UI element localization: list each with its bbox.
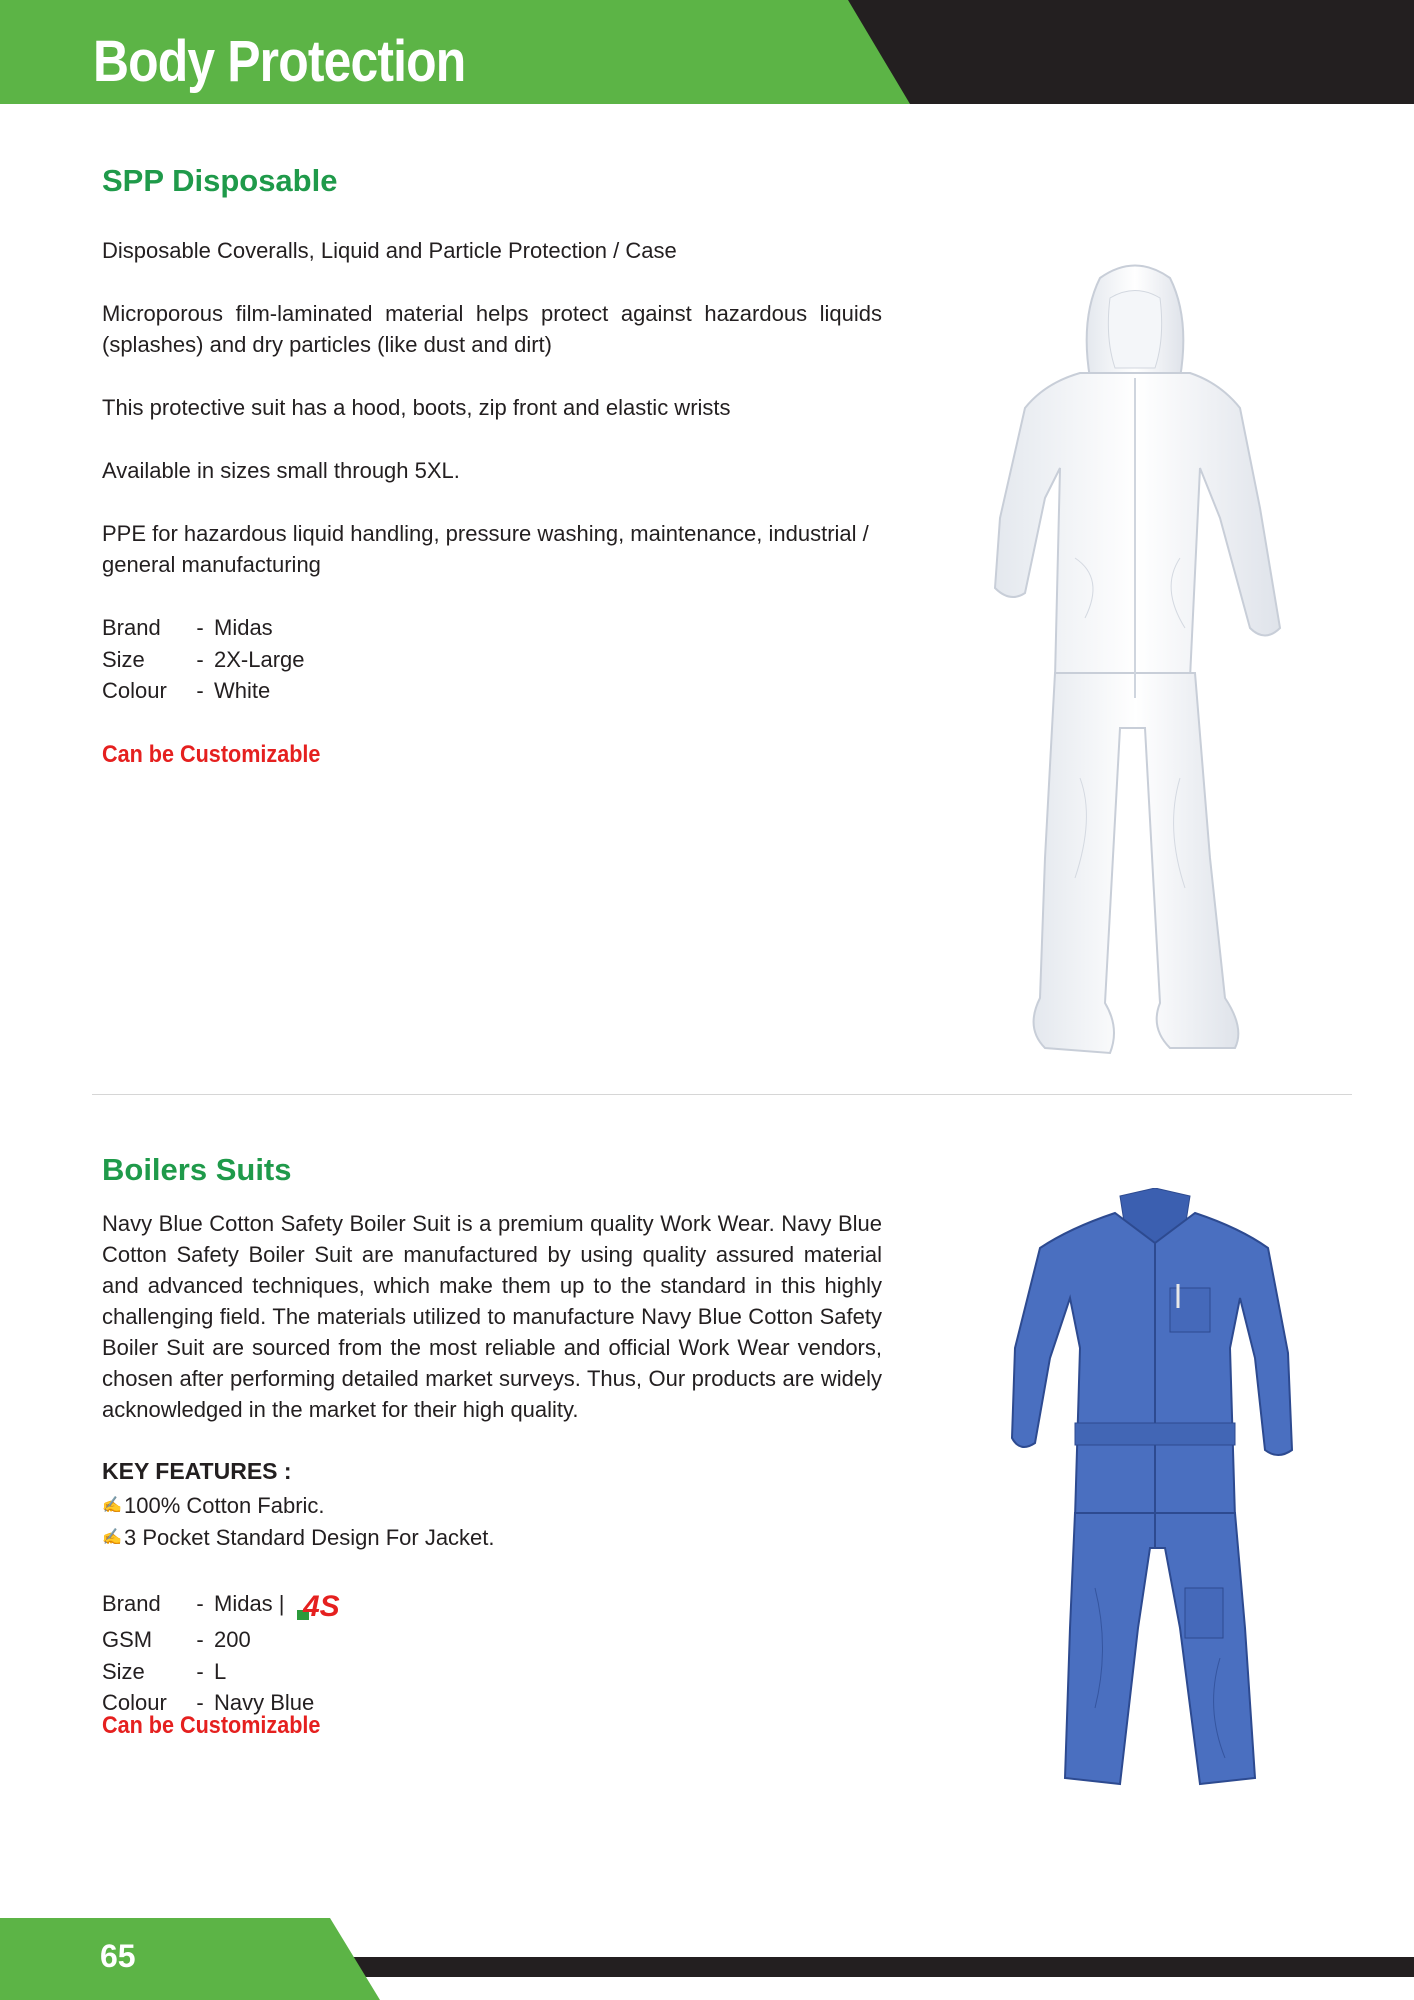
- spec-dash: -: [196, 615, 204, 640]
- spec-dash: -: [196, 1658, 204, 1684]
- logo-text: 4S: [302, 1590, 340, 1623]
- page-number: 65: [100, 1938, 136, 1974]
- spec-value: 2X-Large: [214, 646, 305, 672]
- brand-4s-logo: [295, 1584, 345, 1624]
- spec-key: Size: [102, 646, 145, 672]
- spec-dash: -: [196, 1627, 204, 1652]
- spec-value: Midas |: [214, 1591, 285, 1617]
- spp-paragraph-5: PPE for hazardous liquid handling, pressure washing, maintenance, industrial / general manufacturing: [102, 521, 869, 577]
- footer-green-band: [0, 1918, 380, 2000]
- spec-row: [102, 1584, 345, 1624]
- spec-row: [102, 675, 305, 707]
- navy-blue-boiler-suit-image: [1010, 1188, 1300, 1793]
- boiler-suit-description: Navy Blue Cotton Safety Boiler Suit is a premium quality Work Wear. Navy Blue Cotton Safety Boiler Suit are manufactured by using quality assured material and advanced techniques, which make them up to the standard in this highly challenging field. The materials utilized to manufacture Navy Blue Cotton Safety Boiler Suit are sourced from the most reliable and official Work Wear vendors, chosen after performing detailed market surveys. Thus, Our products are widely acknowledged in the market for their high quality.: [102, 1211, 882, 1422]
- footer-dark-band: [340, 1957, 1414, 1977]
- spp-customizable-note: Can be Customizable: [102, 741, 321, 768]
- boiler-specs: [102, 1584, 345, 1719]
- spec-row: [102, 1656, 345, 1688]
- spec-dash: -: [196, 678, 204, 703]
- spec-dash: -: [196, 1690, 204, 1715]
- feature-text: 3 Pocket Standard Design For Jacket.: [124, 1524, 495, 1550]
- spec-value: Navy Blue: [214, 1690, 315, 1715]
- list-item: [102, 1522, 495, 1554]
- spec-key: Brand: [102, 615, 161, 640]
- spec-row: [102, 1624, 345, 1656]
- spec-value: L: [214, 1658, 227, 1684]
- section-title-boiler-suits: Boilers Suits: [102, 1152, 292, 1187]
- spec-value: White: [214, 678, 271, 703]
- feature-text: 100% Cotton Fabric.: [124, 1493, 325, 1518]
- spec-value: Midas: [214, 615, 273, 640]
- spp-paragraph-1: Disposable Coveralls, Liquid and Particle Protection / Case: [102, 238, 677, 263]
- spec-key: GSM: [102, 1627, 153, 1652]
- pen-icon: ✍: [102, 1497, 122, 1514]
- spec-value: 200: [214, 1627, 251, 1652]
- spec-row: [102, 644, 305, 676]
- spec-dash: -: [196, 646, 204, 672]
- spp-paragraph-4: Available in sizes small through 5XL.: [102, 458, 460, 483]
- spec-key: Colour: [102, 678, 167, 703]
- spec-key: Size: [102, 1658, 145, 1684]
- spp-paragraph-2: Microporous film-laminated material helps protect against hazardous liquids (splashes) and dry particles (like dust and dirt): [102, 301, 882, 357]
- white-coverall-image: [985, 258, 1295, 1058]
- spec-row: [102, 612, 305, 644]
- key-features-title: KEY FEATURES :: [102, 1458, 292, 1484]
- pen-icon: ✍: [102, 1528, 122, 1546]
- list-item: [102, 1490, 495, 1522]
- spec-key: Colour: [102, 1690, 167, 1715]
- spp-paragraph-3: This protective suit has a hood, boots, zip front and elastic wrists: [102, 395, 731, 420]
- section-divider: [92, 1094, 1352, 1095]
- section-title-spp: SPP Disposable: [102, 163, 338, 198]
- key-features-list: [102, 1490, 495, 1553]
- boiler-customizable-note: Can be Customizable: [102, 1712, 321, 1739]
- spp-specs: [102, 612, 305, 707]
- spec-key: Brand: [102, 1591, 161, 1617]
- page-title: Body Protection: [93, 29, 466, 94]
- spec-dash: -: [196, 1591, 204, 1617]
